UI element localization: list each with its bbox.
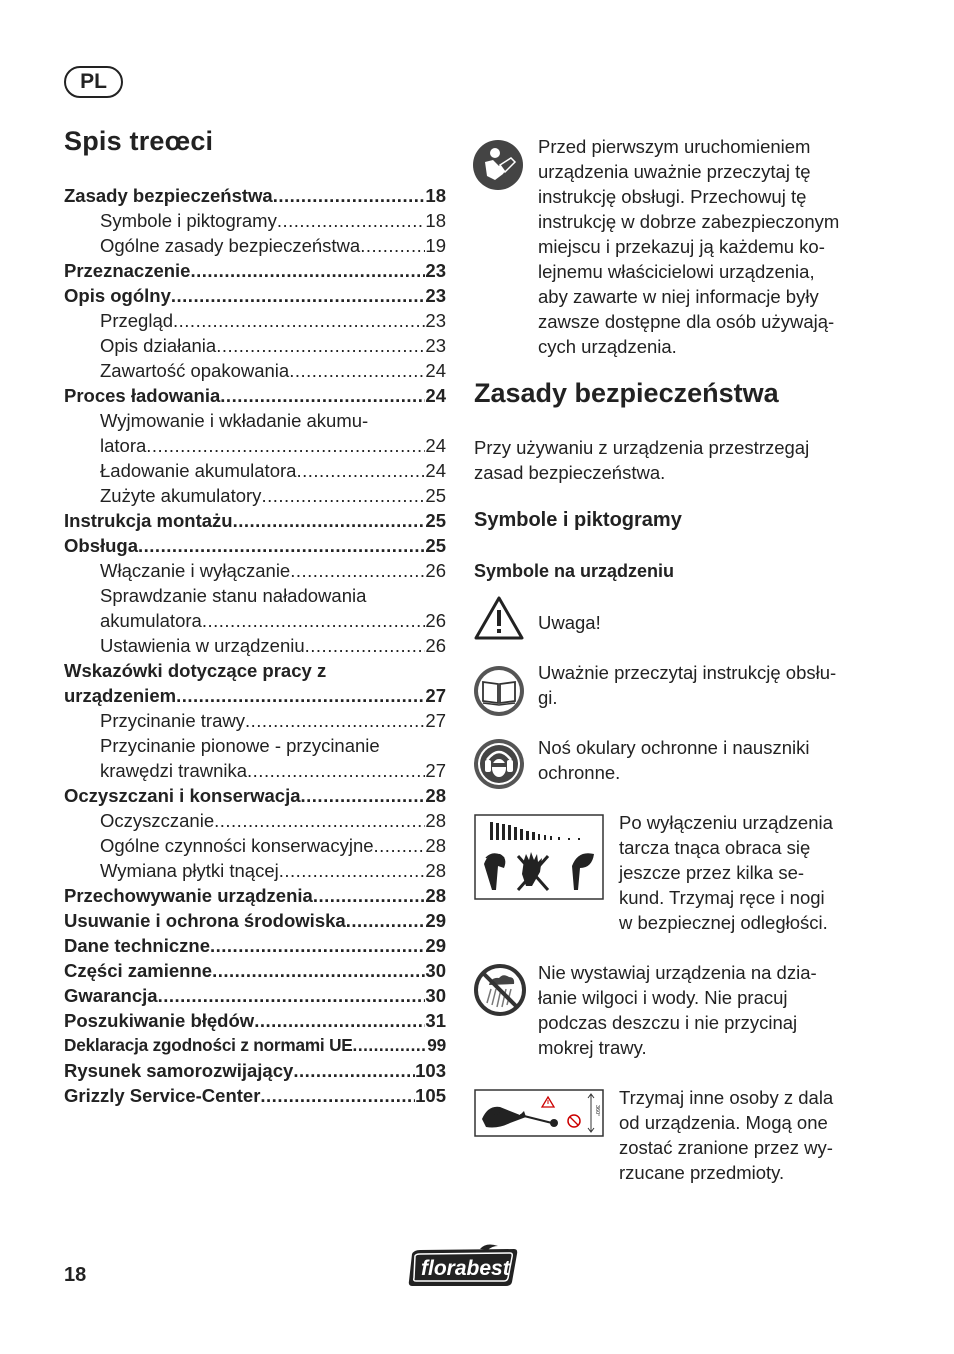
language-badge: PL	[64, 66, 123, 98]
toc-entry[interactable]: Gwarancja ..... 30	[64, 983, 446, 1008]
blade-rotation-text: Po wyłączeniu urządzenia tarcza tnąca obraca się jeszcze przez kilka se- kund. Trzymaj ręce i nogi w bezpiecznej odległości.	[619, 812, 833, 933]
toc-entry[interactable]: krawędzi trawnika ..... 27	[64, 758, 446, 783]
toc-entry[interactable]: Oczyszczanie ..... 28	[64, 808, 446, 833]
toc-entry[interactable]: Zasady bezpieczeństwa ..... 18	[64, 183, 446, 208]
toc-entry[interactable]: Opis działania ..... 23	[64, 333, 446, 358]
safety-intro: Przy używaniu z urządzenia przestrzegaj zasad bezpieczeństwa.	[474, 437, 810, 483]
toc-entry[interactable]: Grizzly Service-Center ..... 105	[64, 1083, 446, 1108]
toc-entry[interactable]: Przeznaczenie ..... 23	[64, 258, 446, 283]
toc-entry[interactable]: Dane techniczne ..... 29	[64, 933, 446, 958]
toc-entry[interactable]: Wyjmowanie i wkładanie akumu-	[100, 410, 369, 431]
blade-rotation-warning-icon	[474, 814, 604, 905]
toc-entry[interactable]: Usuwanie i ochrona środowiska ..... 29	[64, 908, 446, 933]
toc-entry[interactable]: Rysunek samorozwijający ..... 103	[64, 1058, 446, 1083]
symbols-heading: Symbole i piktogramy	[474, 509, 682, 531]
device-symbols-heading: Symbole na urządzeniu	[474, 561, 675, 581]
toc-entry[interactable]: Oczyszczani i konserwacja ..... 28	[64, 783, 446, 808]
florabest-logo	[406, 1244, 520, 1295]
toc-entry[interactable]: Ogólne czynności konserwacyjne ..... 28	[64, 833, 446, 858]
toc-entry[interactable]: akumulatora ..... 26	[64, 608, 446, 633]
toc-entry[interactable]: Instrukcja montażu ..... 25	[64, 508, 446, 533]
toc-entry[interactable]: urządzeniem ..... 27	[64, 683, 446, 708]
protection-text: Noś okulary ochronne i nauszniki ochronne.	[538, 737, 810, 783]
eye-ear-protection-icon	[473, 738, 525, 795]
keep-distance-text: Trzymaj inne osoby z dala od urządzenia. Mogą one zostać zranione przez wy- rzucane przedmioty.	[619, 1087, 834, 1183]
toc-entry[interactable]: Poszukiwanie błędów ..... 31	[64, 1008, 446, 1033]
logo-wordmark: florabest	[421, 1257, 510, 1280]
toc-entry[interactable]: Przechowywanie urządzenia ..... 28	[64, 883, 446, 908]
read-manual-person-icon	[473, 140, 523, 195]
warning-text: Uwaga!	[538, 612, 601, 633]
toc-entry[interactable]: Opis ogólny ..... 23	[64, 283, 446, 308]
book-icon	[473, 665, 525, 722]
rain-text: Nie wystawiaj urządzenia na dzia- łanie wilgoci i wody. Nie pracuj podczas deszczu i nie przycinaj mokrej trawy.	[538, 962, 817, 1058]
intro-paragraph: Przed pierwszym uruchomieniem urządzenia uważnie przeczytaj tę instrukcję obsługi. Przechowuj tę instrukcję w dobrze zabezpieczonym miejscu i przekazuj ją każdemu ko- lejnemu właścicielowi urządzenia, aby zawarte w niej informacje były zawsze dostępne dla osób używają- cych urządzenia.	[538, 136, 840, 357]
safety-heading: Zasady bezpieczeństwa	[474, 378, 779, 408]
toc-entry[interactable]: Włączanie i wyłączanie ..... 26	[64, 558, 446, 583]
keep-distance-icon	[474, 1089, 604, 1142]
toc-entry[interactable]: Ładowanie akumulatora ..... 24	[64, 458, 446, 483]
page-number: 18	[64, 1264, 87, 1286]
toc-entry[interactable]: Przycinanie trawy ..... 27	[64, 708, 446, 733]
toc-entry[interactable]: Przycinanie pionowe - przycinanie	[100, 735, 380, 756]
toc-entry[interactable]: Przegląd ..... 23	[64, 308, 446, 333]
toc-entry[interactable]: Zawartość opakowania ..... 24	[64, 358, 446, 383]
toc-entry[interactable]: Deklaracja zgodności z normami UE ..... 99	[64, 1033, 446, 1058]
toc-entry[interactable]: Wskazówki dotyczące pracy z	[64, 660, 327, 681]
toc-entry[interactable]: Części zamienne ..... 30	[64, 958, 446, 983]
toc-entry[interactable]: Wymiana płytki tnącej ..... 28	[64, 858, 446, 883]
warning-triangle-icon	[473, 595, 525, 646]
toc-entry[interactable]: Zużyte akumulatory ..... 25	[64, 483, 446, 508]
read-manual-text: Uważnie przeczytaj instrukcję obsłu- gi.	[538, 662, 837, 708]
table-of-contents	[64, 183, 446, 1108]
toc-entry[interactable]: Proces ładowania ..... 24	[64, 383, 446, 408]
distance-angle-label: 360°	[594, 1105, 600, 1117]
toc-entry[interactable]: Symbole i piktogramy ..... 18	[64, 208, 446, 233]
toc-entry[interactable]: latora ..... 24	[64, 433, 446, 458]
toc-entry[interactable]: Ogólne zasady bezpieczeństwa ..... 19	[64, 233, 446, 258]
toc-heading: Spis treœci	[64, 126, 214, 156]
no-rain-icon	[473, 963, 527, 1022]
toc-entry[interactable]: Obsługa ..... 25	[64, 533, 446, 558]
toc-entry[interactable]: Sprawdzanie stanu naładowania	[100, 585, 367, 606]
toc-entry[interactable]: Ustawienia w urządzeniu ..... 26	[64, 633, 446, 658]
